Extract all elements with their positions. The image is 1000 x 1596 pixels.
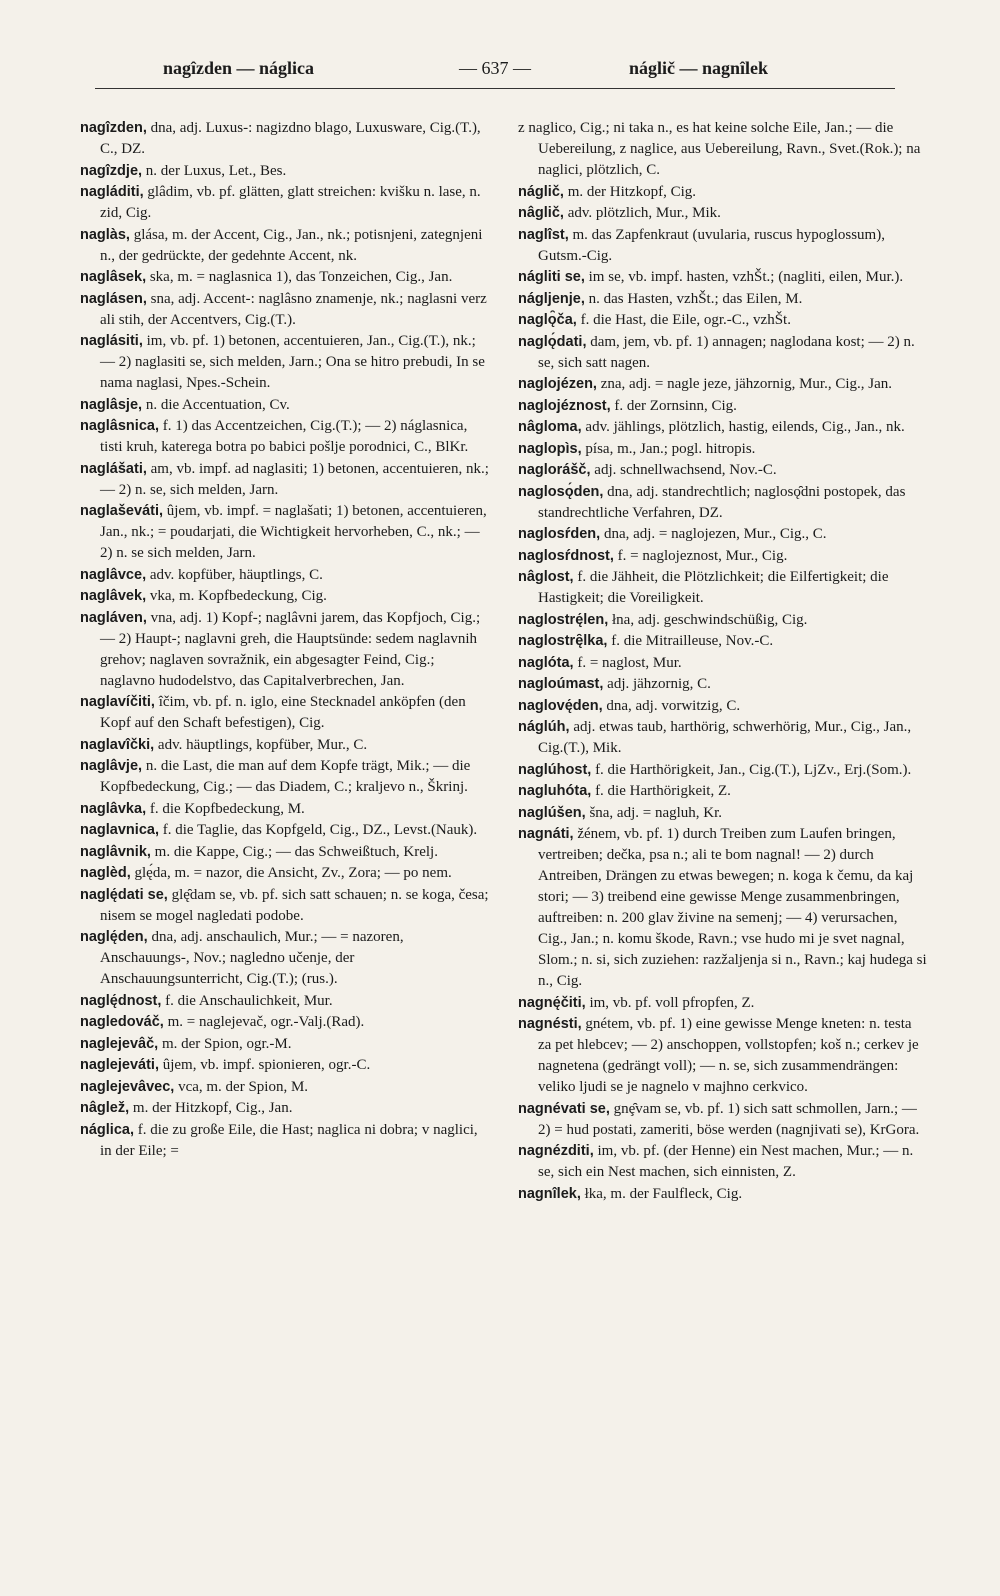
entry-headword: naglúhost, bbox=[518, 761, 592, 778]
entry-headword: náglica, bbox=[80, 1121, 134, 1138]
entry-definition: dna, adj. = naglojezen, Mur., Cig., C. bbox=[600, 526, 827, 542]
entry-definition: f. = naglojeznost, Mur., Cig. bbox=[613, 547, 788, 564]
dictionary-entry bbox=[80, 1012, 490, 1033]
entry-definition: m. = naglejevač, ogr.-Valj.(Rad). bbox=[163, 1014, 365, 1030]
entry-headword: naglèd, bbox=[80, 865, 131, 881]
entry-headword: naglâsnica, bbox=[80, 418, 159, 434]
entry-definition: im, vb. pf. 1) betonen, accentuieren, Jan., Cig.(T.), nk.; — 2) naglasiti se, sich melden, Jarn.; Ona se hitro prebudi, In se nama naglasi, Npes.-Schein. bbox=[100, 333, 485, 391]
entry-headword: naglàs, bbox=[80, 226, 130, 243]
entry-definition: n. der Luxus, Let., Bes. bbox=[142, 162, 287, 179]
dictionary-entry bbox=[518, 332, 928, 374]
left-column bbox=[80, 118, 490, 1583]
dictionary-entry bbox=[518, 289, 928, 310]
entry-headword: naglavîčki, bbox=[80, 736, 155, 753]
dictionary-entry bbox=[518, 1099, 928, 1141]
entry-definition: im se, vb. impf. hasten, vzhŠt.; (nagliti, eilen, Mur.). bbox=[584, 269, 904, 285]
entry-headword: naglę́dnost, bbox=[80, 992, 162, 1009]
entry-headword: naglǫ́dati, bbox=[518, 333, 587, 350]
entry-definition: šna, adj. = nagluh, Kr. bbox=[585, 804, 723, 821]
entry-headword: nâgloma, bbox=[518, 419, 582, 435]
entry-definition: łka, m. der Faulfleck, Cig. bbox=[580, 1185, 743, 1202]
dictionary-entry bbox=[80, 331, 490, 394]
dictionary-entry bbox=[80, 289, 490, 331]
entry-headword: nagnézditi, bbox=[518, 1143, 594, 1159]
entry-definition: glâdim, vb. pf. glätten, glatt streichen: kvišku n. lase, n. zid, Cig. bbox=[100, 184, 481, 221]
dictionary-entry bbox=[80, 1098, 490, 1119]
header-left-guide-words: nagîzden — náglica bbox=[163, 58, 315, 78]
dictionary-entry bbox=[80, 735, 490, 756]
dictionary-entry bbox=[80, 118, 490, 160]
entry-definition: dna, adj. standrechtlich; naglosǫ̑dni postopek, das standrechtliche Verfahren, DZ. bbox=[538, 483, 906, 521]
dictionary-entry bbox=[518, 567, 928, 609]
dictionary-entry bbox=[518, 1184, 928, 1205]
dictionary-entry bbox=[518, 374, 928, 395]
entry-definition: f. die Jähheit, die Plötzlichkeit; die Eilfertigkeit; die Hastigkeit; die Voreiligkeit. bbox=[538, 569, 889, 606]
entry-definition: glę̑dam se, vb. pf. sich satt schauen; n. se koga, česa; nisem se mogel nagledati podobe. bbox=[100, 886, 489, 924]
dictionary-entry bbox=[518, 1141, 928, 1183]
dictionary-entry bbox=[518, 118, 928, 181]
entry-headword: naglásiti, bbox=[80, 333, 143, 349]
entry-definition: m. der Hitzkopf, Cig. bbox=[563, 183, 697, 200]
entry-headword: naglâvek, bbox=[80, 588, 147, 604]
dictionary-entry bbox=[518, 1014, 928, 1098]
entry-headword: nagluhóta, bbox=[518, 783, 592, 799]
entry-definition: adv. jählings, plötzlich, hastig, eilends, Cig., Jan., nk. bbox=[581, 419, 905, 435]
entry-definition: ska, m. = naglasnica 1), das Tonzeichen, Cig., Jan. bbox=[146, 269, 453, 285]
entry-headword: nagnę́čiti, bbox=[518, 994, 586, 1011]
dictionary-entry bbox=[80, 885, 490, 927]
dictionary-entry bbox=[80, 863, 490, 884]
entry-headword: naglâsje, bbox=[80, 396, 143, 413]
entry-headword: nâglič, bbox=[518, 205, 564, 221]
page-number: — 637 — bbox=[459, 58, 531, 78]
dictionary-entry bbox=[518, 824, 928, 992]
entry-headword: nagîzdje, bbox=[80, 162, 143, 179]
entry-headword: nagláven, bbox=[80, 609, 147, 626]
dictionary-entry bbox=[80, 756, 490, 798]
entry-definition: glása, m. der Accent, Cig., Jan., nk.; potisnjeni, zategnjeni n., der gedrückte, der gedehnte Accent, nk. bbox=[100, 226, 483, 264]
entry-definition: n. das Hasten, vzhŠt.; das Eilen, M. bbox=[584, 290, 803, 307]
entry-definition: dam, jem, vb. pf. 1) annagen; naglodana kost; — 2) n. se, sich satt nagen. bbox=[538, 333, 915, 371]
dictionary-entry bbox=[518, 631, 928, 652]
right-column bbox=[518, 118, 928, 1583]
entry-headword: náglјenje, bbox=[518, 290, 585, 307]
entry-definition: dna, adj. anschaulich, Mur.; — = nazoren, Anschauungs-, Nov.; nagledno učenje, der Anschauungsunterricht, Cig.(T.); (rus.). bbox=[100, 929, 404, 987]
dictionary-entry bbox=[518, 546, 928, 567]
entry-headword: nágliti se, bbox=[518, 269, 585, 285]
entry-headword: naglúšen, bbox=[518, 804, 586, 821]
page-header bbox=[95, 56, 895, 89]
entry-headword: naglę́dati se, bbox=[80, 886, 168, 903]
entry-definition: f. die Anschaulichkeit, Mur. bbox=[161, 992, 333, 1009]
entry-definition: z naglico, Cig.; ni taka n., es hat keine solche Eile, Jan.; — die Uebereilung, z naglice, aus Uebereilung, Ravn., Svet.(Rok.); na naglici, plötzlich, C. bbox=[518, 120, 921, 178]
entry-headword: naglaševáti, bbox=[80, 503, 164, 519]
entry-headword: naglоúmast, bbox=[518, 676, 604, 692]
entry-headword: naglâvje, bbox=[80, 758, 143, 774]
entry-headword: nagnîlek, bbox=[518, 1185, 581, 1202]
entry-headword: naglosŕden, bbox=[518, 526, 601, 542]
dictionary-entry bbox=[80, 1034, 490, 1055]
dictionary-entry bbox=[80, 1120, 490, 1162]
entry-headword: naglojéznost, bbox=[518, 397, 611, 414]
dictionary-entry bbox=[80, 608, 490, 692]
entry-definition: n. die Last, die man auf dem Kopfe trägt, Mik.; — die Kopfbedeckung, Cig.; — das Diadem, C.; kraljevo n., Škrinj. bbox=[100, 758, 471, 795]
entry-definition: f. die Harthörigkeit, Jan., Cig.(T.), LjZv., Erj.(Som.). bbox=[591, 761, 912, 778]
entry-definition: zna, adj. = nagle jeze, jähzornig, Mur., Cig., Jan. bbox=[596, 376, 893, 392]
entry-definition: m. der Hitzkopf, Cig., Jan. bbox=[129, 1100, 293, 1116]
entry-definition: f. die Hast, die Eile, ogr.-C., vzhŠt. bbox=[576, 312, 791, 328]
entry-headword: naglâvka, bbox=[80, 800, 147, 817]
dictionary-entry bbox=[80, 395, 490, 416]
entry-definition: sna, adj. Accent-: naglâsno znamenje, nk.; naglasni verz ali stih, der Accentvers, Cig.(T.). bbox=[100, 290, 487, 328]
entry-definition: gnétem, vb. pf. 1) eine gewisse Menge kneten: n. testa za pet hlebcev; — 2) anschoppen, vollstopfen; koš n.; cerkev je nagnetena (gedrängt voll); — n. se, sich zusammendrängen: veliko ljudi se je nagnelo v majhno cerkvico. bbox=[538, 1016, 919, 1095]
dictionary-entry bbox=[518, 267, 928, 288]
dictionary-entry bbox=[518, 396, 928, 417]
entry-definition: žénem, vb. pf. 1) durch Treiben zum Laufen bringen, vertreiben; dečka, psa n.; ali te bom nagnal! — 2) durch Antreiben, Drängen zu etwas bewegen; n. koga k čemu, da kaj stori; — 3) treibend eine gewisse Menge zusammenbringen, auftreiben: n. 200 glav živine na semenj; — 4) verursachen, Cig., Jan.; n. komu škode, Ravn.; vse hudo mi je svet nagnal, Slom.; n. si, sich zuziehen: razžaljenja si n., Ravn.; kaj hudega si n., Cig. bbox=[538, 826, 927, 989]
dictionary-entry bbox=[518, 760, 928, 781]
entry-headword: naglę́den, bbox=[80, 929, 148, 945]
entry-definition: m. die Kappe, Cig.; — das Schweißtuch, Krelj. bbox=[150, 843, 438, 860]
entry-headword: naglóta, bbox=[518, 654, 574, 671]
dictionary-entry bbox=[518, 310, 928, 331]
entry-headword: naglosǫ́den, bbox=[518, 483, 604, 500]
entry-headword: nâglost, bbox=[518, 569, 574, 585]
dictionary-entry bbox=[80, 416, 490, 458]
dictionary-entry bbox=[80, 927, 490, 990]
entry-definition: ûjem, vb. impf. = naglašati; 1) betonen, accentuieren, Jan., nk.; = poudarjati, die Wichtigkeit hervorheben, C., nk.; — 2) n. se sich melden, Jarn. bbox=[100, 503, 487, 561]
dictionary-entry bbox=[80, 820, 490, 841]
entry-headword: nagnévati se, bbox=[518, 1100, 610, 1117]
dictionary-entry bbox=[80, 182, 490, 224]
dictionary-entry bbox=[518, 524, 928, 545]
entry-definition: gnȩ̑vam se, vb. pf. 1) sich satt schmollen, Jarn.; — 2) = hud postati, zameriti, böse werden (nagnjivati se), KrGora. bbox=[538, 1100, 920, 1138]
entry-definition: vca, m. der Spion, M. bbox=[174, 1078, 309, 1095]
entry-definition: dna, adj. Luxus-: nagizdno blago, Luxusware, Cig.(T.), C., DZ. bbox=[100, 120, 481, 157]
dictionary-entry bbox=[80, 459, 490, 501]
entry-headword: naglostrę́len, bbox=[518, 611, 609, 628]
entry-definition: adj. jähzornig, C. bbox=[603, 676, 711, 692]
entry-headword: naglîst, bbox=[518, 226, 569, 243]
dictionary-entry bbox=[518, 781, 928, 802]
entry-headword: naglavíčiti, bbox=[80, 694, 155, 710]
dictionary-entry bbox=[518, 696, 928, 717]
entry-definition: ûjem, vb. impf. spionieren, ogr.-C. bbox=[158, 1057, 371, 1073]
dictionary-entry bbox=[518, 482, 928, 524]
dictionary-entry bbox=[518, 610, 928, 631]
entry-headword: naglavnica, bbox=[80, 822, 159, 838]
entry-definition: adv. plötzlich, Mur., Mik. bbox=[563, 205, 721, 221]
dictionary-entry bbox=[80, 1055, 490, 1076]
entry-headword: naglorášč, bbox=[518, 462, 591, 478]
dictionary-entry bbox=[518, 203, 928, 224]
entry-definition: adv. kopfüber, häuptlings, C. bbox=[146, 566, 323, 583]
entry-definition: am, vb. impf. ad naglasiti; 1) betonen, accentuieren, nk.; — 2) n. se, sich melden, Jarn. bbox=[100, 460, 489, 498]
entry-definition: glę́da, m. = nazor, die Ansicht, Zv., Zora; — po nem. bbox=[130, 865, 452, 881]
dictionary-entry bbox=[80, 161, 490, 182]
entry-headword: nagnáti, bbox=[518, 826, 574, 842]
dictionary-entry bbox=[80, 799, 490, 820]
dictionary-entry bbox=[518, 993, 928, 1014]
entry-definition: dna, adj. vorwitzig, C. bbox=[602, 697, 741, 714]
entry-definition: f. die Taglie, das Kopfgeld, Cig., DZ., Levst.(Nauk). bbox=[158, 822, 478, 838]
dictionary-entry bbox=[518, 460, 928, 481]
entry-definition: adj. schnellwachsend, Nov.-C. bbox=[590, 462, 777, 478]
entry-definition: m. der Spion, ogr.-M. bbox=[158, 1035, 292, 1052]
dictionary-entry bbox=[518, 439, 928, 460]
entry-definition: m. das Zapfenkraut (uvularia, ruscus hypoglossum), Gutsm.-Cig. bbox=[538, 226, 885, 264]
dictionary-entry bbox=[80, 991, 490, 1012]
dictionary-entry bbox=[518, 717, 928, 759]
dictionary-entry bbox=[518, 225, 928, 267]
entry-headword: naglejevâvec, bbox=[80, 1078, 175, 1095]
entry-headword: naglǫ̑ča, bbox=[518, 312, 577, 328]
entry-headword: naglojézen, bbox=[518, 376, 597, 392]
dictionary-entry bbox=[80, 267, 490, 288]
entry-headword: naglâvce, bbox=[80, 566, 147, 583]
entry-headword: nâglež, bbox=[80, 1100, 130, 1116]
entry-headword: nagledováč, bbox=[80, 1014, 164, 1030]
entry-definition: im, vb. pf. (der Henne) ein Nest machen, Mur.; — n. se, sich ein Nest machen, sich einnisten, Z. bbox=[538, 1143, 914, 1180]
entry-headword: naglovę́den, bbox=[518, 697, 603, 714]
dictionary-entry bbox=[80, 692, 490, 734]
entry-definition: adj. etwas taub, harthörig, schwerhörig, Mur., Cig., Jan., Cig.(T.), Mik. bbox=[538, 719, 912, 756]
entry-definition: f. = naglost, Mur. bbox=[573, 654, 682, 671]
entry-headword: náglúh, bbox=[518, 719, 570, 735]
dictionary-entry bbox=[80, 501, 490, 564]
entry-headword: náglič, bbox=[518, 183, 564, 200]
dictionary-entry bbox=[518, 803, 928, 824]
entry-headword: naglášati, bbox=[80, 460, 147, 477]
entry-definition: łna, adj. geschwindschüßig, Cig. bbox=[608, 611, 808, 628]
dictionary-entry bbox=[80, 565, 490, 586]
entry-headword: naglostrę̑lka, bbox=[518, 633, 608, 649]
entry-definition: f. die Kopfbedeckung, M. bbox=[146, 800, 305, 817]
entry-definition: vna, adj. 1) Kopf-; naglâvni jarem, das Kopfjoch, Cig.; — 2) Haupt-; naglavni greh, die Hauptsünde: sedem naglavnih grehov; naglaven sovražnik, ein abgesagter Feind, Cig.; naglavno hudodelstvo, das Capitalverbrechen, Jan. bbox=[100, 609, 481, 689]
entry-definition: písa, m., Jan.; pogl. hitropis. bbox=[581, 440, 756, 457]
entry-headword: naglosŕdnost, bbox=[518, 547, 614, 564]
entry-definition: f. die Harthörigkeit, Z. bbox=[591, 783, 731, 799]
entry-definition: n. die Accentuation, Cv. bbox=[142, 396, 290, 413]
entry-headword: nagîzden, bbox=[80, 120, 147, 136]
dictionary-entry bbox=[80, 842, 490, 863]
entry-headword: nagláditi, bbox=[80, 184, 144, 200]
entry-definition: îčim, vb. pf. n. iglo, eine Stecknadel anköpfen (den Kopf auf den Schaft befestigen), Cig. bbox=[100, 694, 466, 731]
entry-headword: naglejeváti, bbox=[80, 1057, 159, 1073]
dictionary-entry bbox=[518, 653, 928, 674]
entry-definition: f. die Mitrailleuse, Nov.-C. bbox=[607, 633, 774, 649]
dictionary-entry bbox=[518, 674, 928, 695]
dictionary-entry bbox=[518, 417, 928, 438]
dictionary-entry bbox=[80, 586, 490, 607]
entry-definition: vka, m. Kopfbedeckung, Cig. bbox=[146, 588, 327, 604]
entry-definition: adv. häuptlings, kopfüber, Mur., C. bbox=[154, 736, 368, 753]
dictionary-entry bbox=[80, 1077, 490, 1098]
dictionary-entry bbox=[80, 225, 490, 267]
entry-headword: naglâvnik, bbox=[80, 843, 151, 860]
entry-headword: naglejevâč, bbox=[80, 1035, 159, 1052]
entry-headword: nagnésti, bbox=[518, 1016, 582, 1032]
dictionary-entry bbox=[518, 182, 928, 203]
entry-headword: naglásen, bbox=[80, 290, 147, 307]
header-right-guide-words: náglič — nagnîlek bbox=[629, 58, 769, 78]
entry-headword: naglopìs, bbox=[518, 440, 582, 457]
entry-definition: f. 1) das Accentzeichen, Cig.(T.); — 2) náglasnica, tisti kruh, katerega botra po babici pošlje porodnici, C., BlKr. bbox=[100, 418, 469, 455]
entry-definition: im, vb. pf. voll pfropfen, Z. bbox=[585, 994, 755, 1011]
entry-headword: naglâsek, bbox=[80, 269, 147, 285]
entry-definition: f. die zu große Eile, die Hast; naglica ni dobra; v naglici, in der Eile; = bbox=[100, 1121, 478, 1159]
entry-definition: f. der Zornsinn, Cig. bbox=[610, 397, 737, 414]
